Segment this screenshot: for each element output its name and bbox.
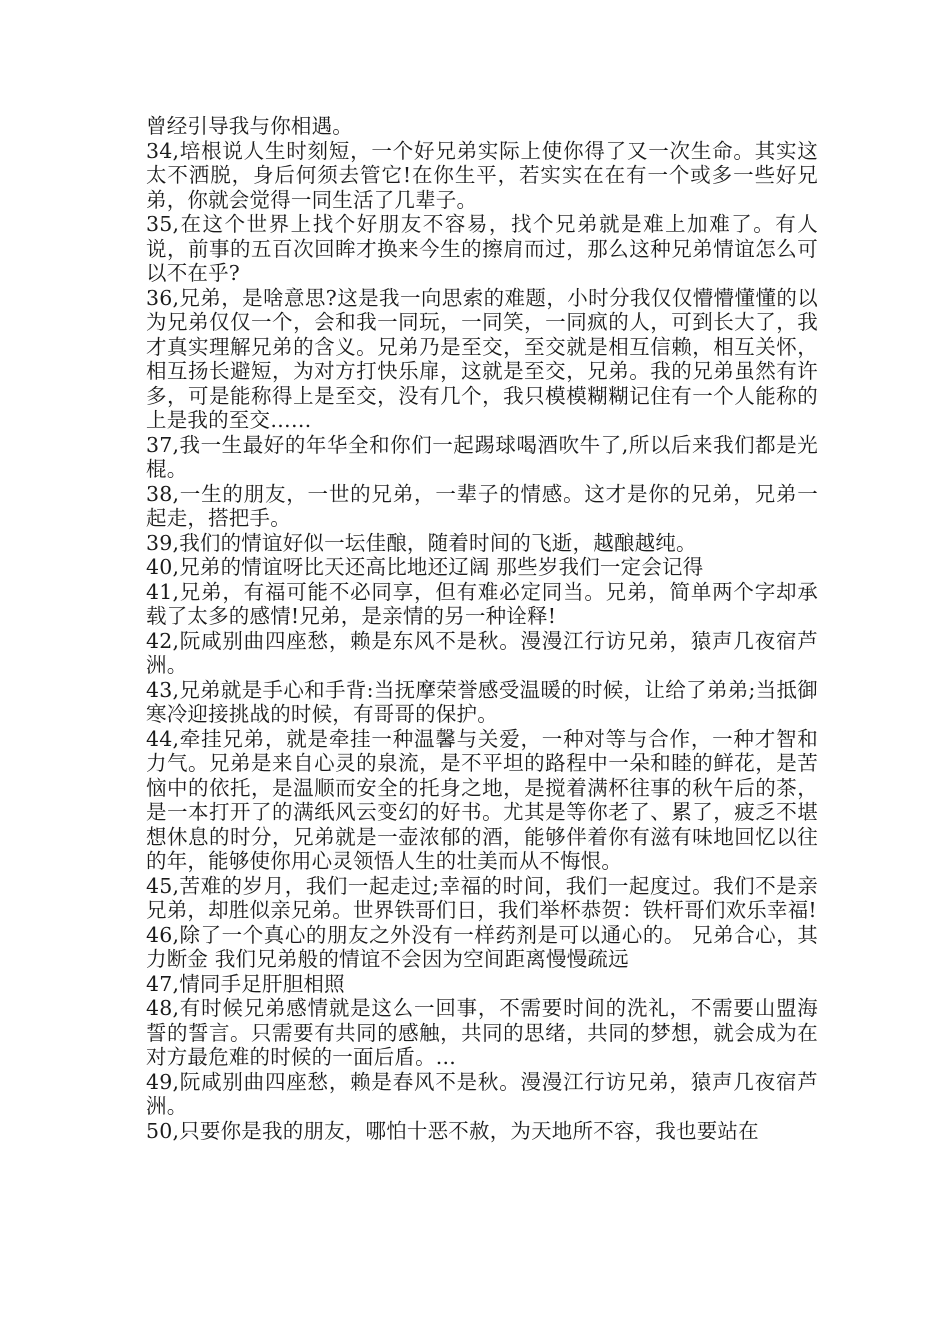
paragraph-41: 41,兄弟，有福可能不必同享，但有难必定同当。兄弟，简单两个字却承载了太多的感情!兄弟，是亲情的另一种诠释! — [146, 579, 818, 628]
paragraph-40: 40,兄弟的情谊呀比天还高比地还辽阔 那些岁我们一定会记得 — [146, 555, 704, 579]
paragraph-48: 48,有时候兄弟感情就是这么一回事，不需要时间的洗礼，不需要山盟海誓的誓言。只需要有共同的感触，共同的思绪，共同的梦想，就会成为在对方最危难的时候的一面后盾。... — [146, 996, 818, 1069]
paragraph-43: 43,兄弟就是手心和手背:当抚摩荣誉感受温暖的时候，让给了弟弟;当抵御寒冷迎接挑战的时候，有哥哥的保护。 — [146, 677, 818, 726]
paragraph-49: 49,阮咸别曲四座愁，赖是春风不是秋。漫漫江行访兄弟，猿声几夜宿芦洲。 — [146, 1069, 818, 1118]
paragraph-47: 47,情同手足肝胆相照 — [146, 971, 345, 996]
paragraph-44: 44,牵挂兄弟，就是牵挂一种温馨与关爱，一种对等与合作，一种才智和力气。兄弟是来自心灵的泉流，是不平坦的路程中一朵和睦的鲜花，是苦恼中的依托，是温顺而安全的托身之地，是搅着满杯往事的秋午后的茶，是一本打开了的满纸风云变幻的好书。尤其是等你老了、累了，疲乏不堪想休息的时分，兄弟就是一壶浓郁的酒，能够伴着你有滋有味地回忆以往的年，能够使你用心灵领悟人生的壮美而从不悔恨。 — [146, 726, 818, 873]
paragraph-46: 46,除了一个真心的朋友之外没有一样药剂是可以通心的。 兄弟合心，其力断金 我们兄弟般的情谊不会因为空间距离慢慢疏远 — [146, 922, 818, 971]
paragraph-35: 35,在这个世界上找个好朋友不容易，找个兄弟就是难上加难了。有人说，前事的五百次回眸才换来今生的擦肩而过，那么这种兄弟情谊怎么可以不在乎? — [146, 212, 818, 285]
paragraph-45: 45,苦难的岁月，我们一起走过;幸福的时间，我们一起度过。我们不是亲兄弟，却胜似亲兄弟。世界铁哥们日，我们举杯恭贺：铁杆哥们欢乐幸福! — [146, 873, 818, 922]
document-body — [146, 114, 818, 1143]
paragraph-42: 42,阮咸别曲四座愁，赖是东风不是秋。漫漫江行访兄弟，猿声几夜宿芦洲。 — [146, 628, 818, 677]
paragraph-37: 37,我一生最好的年华全和你们一起踢球喝酒吹牛了,所以后来我们都是光棍。 — [146, 432, 818, 481]
paragraph-34: 34,培根说人生时刻短，一个好兄弟实际上使你得了又一次生命。其实这太不洒脱，身后何须去管它!在你生平，若实实在在有一个或多一些好兄弟，你就会觉得一同生活了几辈子。 — [146, 138, 818, 212]
paragraph-38: 38,一生的朋友，一世的兄弟，一辈子的情感。这才是你的兄弟，兄弟一起走，搭把手。 — [146, 481, 818, 530]
paragraph-intro: 曾经引导我与你相遇。 — [146, 114, 353, 138]
paragraph-36: 36,兄弟，是啥意思?这是我一向思索的难题，小时分我仅仅懵懵懂懂的以为兄弟仅仅一个，会和我一同玩，一同笑，一同疯的人，可到长大了，我才真实理解兄弟的含义。兄弟乃是至交，至交就是相互信赖，相互关怀，相互扬长避短，为对方打快乐扉，这就是至交，兄弟。我的兄弟虽然有许多，可是能称得上是至交，没有几个，我只模模糊糊记住有一个人能称的上是我的至交…… — [146, 285, 818, 432]
paragraph-50: 50,只要你是我的朋友，哪怕十恶不赦，为天地所不容，我也要站在 — [146, 1118, 759, 1143]
paragraph-39: 39,我们的情谊好似一坛佳酿，随着时间的飞逝，越酿越纯。 — [146, 530, 697, 555]
